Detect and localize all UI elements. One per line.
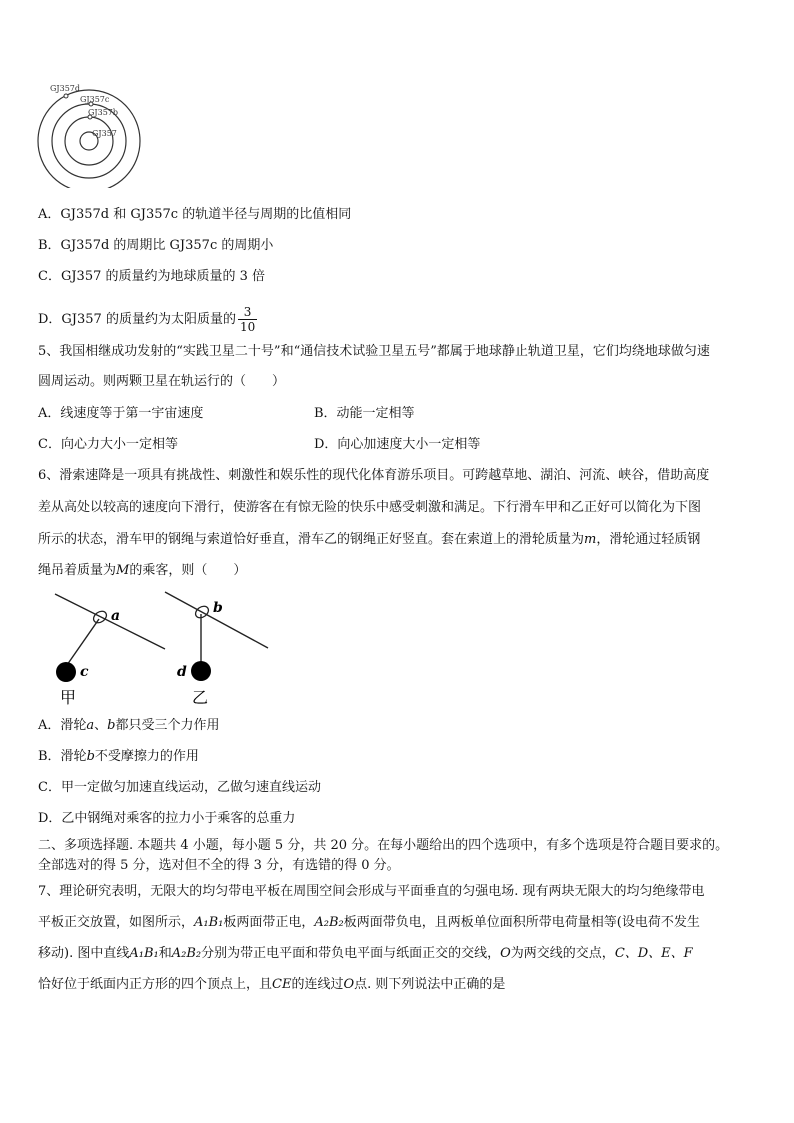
q4-option-d-fraction (238, 305, 257, 334)
q7-line2-c: 板两面带负电，且两板单位面积所带电荷量相等(设电荷不发生 (343, 915, 700, 930)
caption-jia: 甲 (60, 688, 77, 707)
q6-option-c: C．甲一定做匀加速直线运动，乙做匀速直线运动 (38, 780, 321, 795)
q5-option-b: B．动能一定相等 (314, 406, 415, 421)
q6-option-a-sep: 、 (94, 718, 108, 733)
symbol-M: M (116, 563, 130, 578)
label-c: c (80, 664, 89, 680)
q7-line3-b: 分别为带正电平面和带负电平面与纸面正交的交线， (201, 946, 501, 961)
caption-yi: 乙 (192, 688, 209, 707)
symbol-CDEF: C、D、E、F (614, 946, 693, 961)
q6-line3-text: 所示的状态，滑车甲的钢绳与索道恰好垂直，滑车乙的钢绳正好竖直。套在索道上的滑轮质量为 (38, 532, 585, 547)
q5-stem-line2: 圆周运动。则两颗卫星在轨运行的（ ） (38, 374, 286, 389)
label-a: a (111, 608, 121, 624)
symbol-A2B2: A₂B₂ (171, 946, 202, 961)
symbol-O: O (343, 977, 355, 992)
fraction-numerator: 3 (238, 305, 257, 320)
q6-option-b-post: 不受摩擦力的作用 (94, 749, 199, 764)
symbol-CE: CE (272, 977, 292, 992)
q6-stem-line2: 差从高处以较高的速度向下滑行，使游客在有惊无险的快乐中感受刺激和满足。下行滑车甲和乙正好可以简化为下图 (38, 500, 702, 515)
q6-option-a-pre: A．滑轮 (38, 718, 87, 733)
cable-left (55, 594, 165, 649)
q4-option-b: B．GJ357d 的周期比 GJ357c 的周期小 (38, 238, 274, 253)
q7-line4-c: 点. 则下列说法中正确的是 (354, 977, 506, 992)
orbit-inner (65, 117, 113, 165)
label-d: d (177, 664, 187, 680)
symbol-b: b (86, 749, 95, 764)
q6-stem-line4 (38, 561, 764, 581)
q7-line4-a: 恰好位于纸面内正方形的四个顶点上，且 (38, 977, 273, 992)
symbol-A1B1: A₁B₁ (129, 946, 159, 961)
q4-option-d-text: D．GJ357 的质量约为太阳质量的 (38, 312, 236, 327)
orbit-figure (30, 78, 160, 188)
q7-line3-and: 和 (158, 946, 172, 961)
q5-stem-line1: 5、我国相继成功发射的“实践卫星二十号”和“通信技术试验卫星五号”都属于地球静止轨道卫星，它们均绕地球做匀速 (38, 344, 710, 359)
symbol-b: b (107, 718, 116, 733)
rope-left (67, 619, 99, 665)
q5-option-d: D．向心加速度大小一定相等 (314, 437, 481, 452)
q7-stem-line2 (38, 913, 764, 933)
q7-stem-line4 (38, 975, 764, 995)
symbol-O: O (500, 946, 511, 961)
q7-line2-a: 平板正交放置，如图所示， (38, 915, 195, 930)
orbit-label-d: GJ357d (50, 84, 80, 93)
symbol-A2B2: A₂B₂ (314, 915, 344, 930)
q6-stem-line3 (38, 530, 764, 550)
q5-option-a: A．线速度等于第一宇宙速度 (38, 406, 204, 421)
q6-line4-text: 绳吊着质量为 (38, 563, 117, 578)
label-b: b (213, 600, 223, 616)
q6-option-b-pre: B．滑轮 (38, 749, 87, 764)
planet-d-dot (64, 94, 68, 98)
section2-line2: 全部选对的得 5 分，选对但不全的得 3 分，有选错的得 0 分。 (38, 858, 400, 873)
q4-option-d (38, 305, 764, 334)
orbit-label-c: GJ357c (80, 95, 110, 104)
q7-line2-b: 板两面带正电， (223, 915, 315, 930)
passenger-c (56, 662, 76, 682)
zipline-figure (40, 588, 270, 710)
q4-option-a: A．GJ357d 和 GJ357c 的轨道半径与周期的比值相同 (38, 207, 352, 222)
orbit-label-b: GJ357b (88, 108, 118, 117)
q7-line3-a: 移动). 图中直线 (38, 946, 130, 961)
orbit-label-star: GJ357 (92, 129, 117, 138)
q6-option-a-post: 都只受三个力作用 (115, 718, 220, 733)
q7-stem-line3 (38, 944, 764, 964)
q6-option-a (38, 716, 764, 736)
symbol-m: m (584, 532, 597, 547)
q7-stem-line1: 7、理论研究表明，无限大的均匀带电平板在周围空间会形成与平面垂直的匀强电场. 现有两块无限大的均匀绝缘带电 (38, 884, 705, 899)
q4-option-c: C．GJ357 的质量约为地球质量的 3 倍 (38, 269, 266, 284)
q6-option-b (38, 747, 764, 767)
q5-option-c: C．向心力大小一定相等 (38, 437, 178, 452)
fraction-denominator: 10 (239, 320, 256, 334)
q6-line3-tail: ，滑轮通过轻质钢 (596, 532, 701, 547)
section2-line1: 二、多项选择题. 本题共 4 小题，每小题 5 分，共 20 分。在每小题给出的四个选项中，有多个选项是符合题目要求的。 (38, 838, 729, 853)
q7-line3-c: 为两交线的交点， (510, 946, 615, 961)
passenger-d (191, 661, 211, 681)
symbol-A1B1: A₁B₁ (194, 915, 224, 930)
q6-stem-line1: 6、滑索速降是一项具有挑战性、刺激性和娱乐性的现代化体育游乐项目。可跨越草地、湖泊、河流、峡谷，借助高度 (38, 468, 710, 483)
q6-line4-tail: 的乘客，则（ ） (129, 563, 247, 578)
q7-line4-b: 的连线过 (291, 977, 344, 992)
q6-option-d: D．乙中钢绳对乘客的拉力小于乘客的总重力 (38, 811, 296, 826)
symbol-a: a (86, 718, 95, 733)
